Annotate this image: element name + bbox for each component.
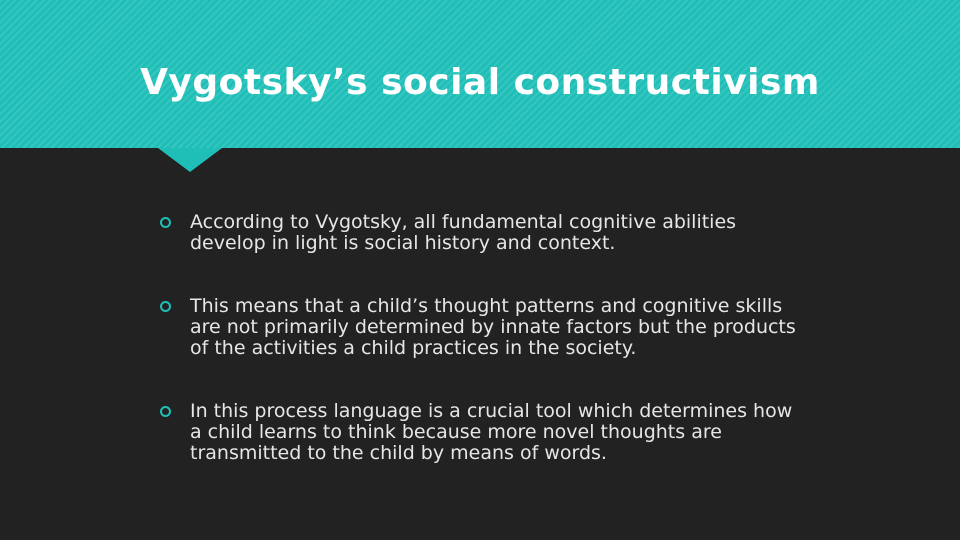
bullet-text: In this process language is a crucial tool which determines how a child learns to think because more novel thoughts are transmitted to the child by means of words. <box>190 400 793 464</box>
slide-title: Vygotsky’s social constructivism <box>140 62 820 103</box>
bullet-circle-icon <box>160 301 171 312</box>
bullet-list <box>160 212 800 464</box>
title-banner <box>0 0 960 148</box>
bullet-text: According to Vygotsky, all fundamental cognitive abilities develop in light is social history and context. <box>190 211 737 254</box>
bullet-circle-icon <box>160 217 171 228</box>
bullet-item <box>160 296 800 359</box>
bullet-circle-icon <box>160 406 171 417</box>
bullet-item <box>160 401 800 464</box>
bullet-text: This means that a child’s thought patterns and cognitive skills are not primarily determined by innate factors but the products of the activities a child practices in the society. <box>190 295 796 359</box>
bullet-item <box>160 212 800 254</box>
banner-notch <box>158 148 222 172</box>
